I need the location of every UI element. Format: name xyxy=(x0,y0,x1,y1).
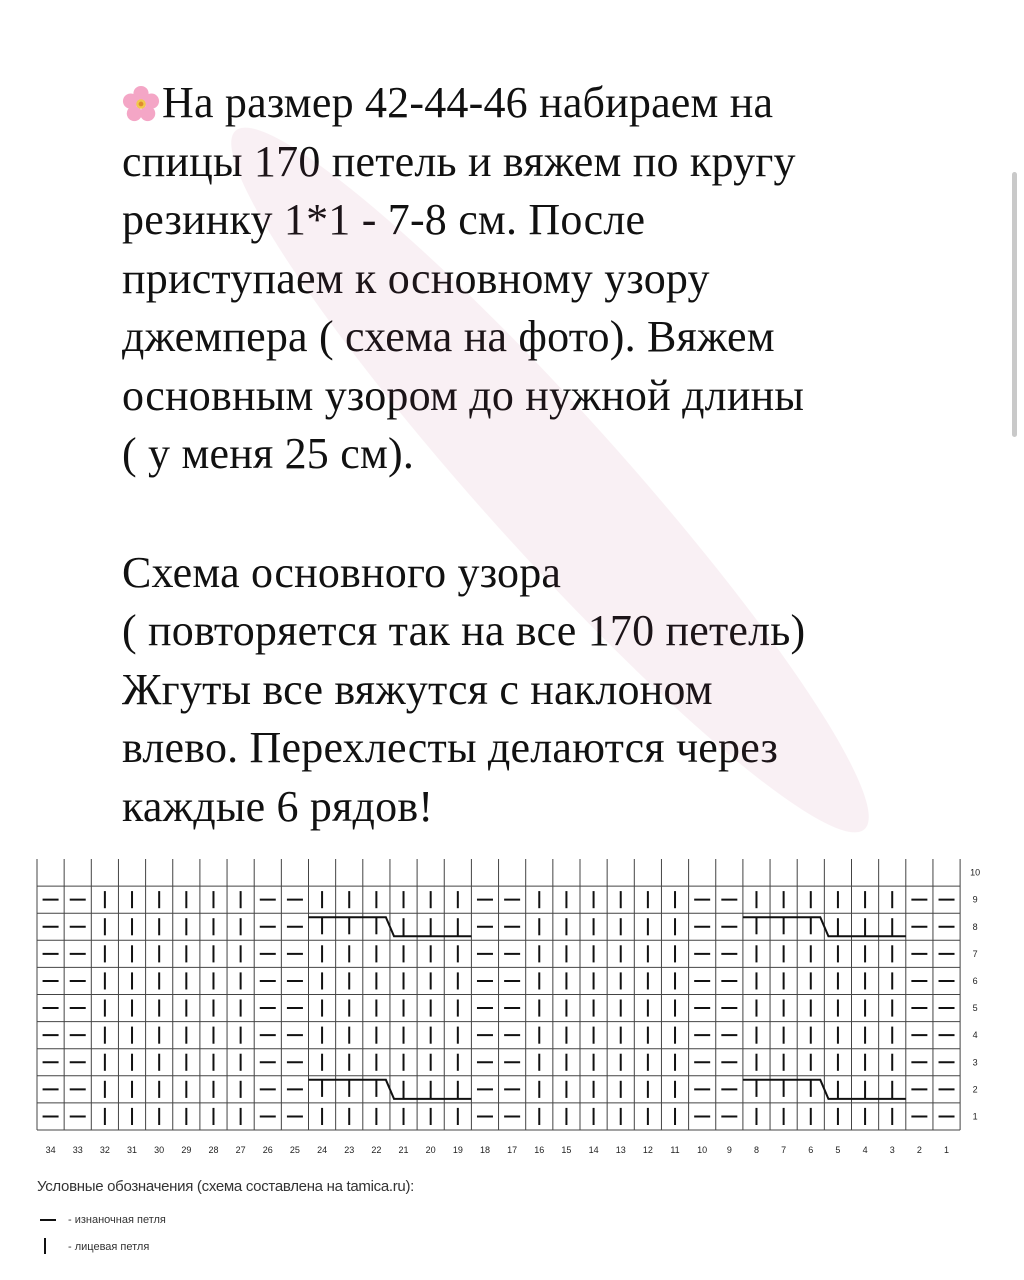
column-number: 9 xyxy=(726,1145,732,1155)
legend-purl xyxy=(40,1213,166,1227)
column-number: 29 xyxy=(181,1145,192,1155)
legend-knit-label: - лицевая петля xyxy=(68,1240,150,1253)
intro-line-2: спицы 170 петель и вяжем по кругу xyxy=(122,136,796,186)
column-number: 34 xyxy=(45,1145,56,1155)
legend-purl-label: - изнаночная петля xyxy=(68,1213,166,1226)
row-number: 9 xyxy=(972,894,978,905)
column-number: 13 xyxy=(615,1145,626,1155)
column-number: 2 xyxy=(916,1145,922,1155)
knitting-chart xyxy=(0,850,1024,1160)
scheme-line-4: влево. Перехлесты делаются через xyxy=(122,723,779,772)
column-number: 27 xyxy=(235,1145,246,1155)
column-number: 32 xyxy=(99,1145,110,1155)
column-number: 10 xyxy=(697,1145,708,1155)
column-number: 22 xyxy=(371,1145,382,1155)
row-number: 2 xyxy=(972,1084,978,1095)
row-number: 7 xyxy=(972,948,978,959)
scheme-line-2: ( повторяется так на все 170 петель) xyxy=(122,606,806,655)
column-number: 4 xyxy=(862,1145,868,1155)
row-number: 3 xyxy=(972,1057,978,1068)
legend-title: Условные обозначения (схема составлена на tamica.ru): xyxy=(37,1178,415,1195)
row-number: 4 xyxy=(972,1030,978,1041)
scheme-line-3: Жгуты все вяжутся с наклоном xyxy=(122,664,713,714)
row-number: 6 xyxy=(972,975,978,986)
column-number: 14 xyxy=(588,1145,599,1155)
column-number: 8 xyxy=(753,1145,759,1155)
column-number: 33 xyxy=(72,1145,83,1155)
column-number: 28 xyxy=(208,1145,219,1155)
column-number: 5 xyxy=(835,1145,841,1155)
column-number: 23 xyxy=(344,1145,355,1155)
column-number: 21 xyxy=(398,1145,409,1155)
column-number: 3 xyxy=(889,1145,895,1155)
column-number: 19 xyxy=(452,1145,463,1155)
column-number: 16 xyxy=(534,1145,545,1155)
intro-line-7: ( у меня 25 см). xyxy=(122,429,415,478)
intro-line-3: резинку 1*1 - 7-8 см. После xyxy=(122,195,646,244)
column-number: 24 xyxy=(317,1145,328,1155)
instructions-text xyxy=(122,74,902,836)
intro-line-4: приступаем к основному узору xyxy=(122,253,710,303)
column-number: 7 xyxy=(781,1145,787,1155)
column-number: 25 xyxy=(289,1145,300,1155)
intro-line-5: джемпера ( схема на фото). Вяжем xyxy=(122,312,775,361)
scheme-line-5: каждые 6 рядов! xyxy=(122,781,434,831)
flower-emoji-icon xyxy=(122,85,160,123)
intro-line-6: основным узором до нужной длины xyxy=(122,370,805,420)
column-number: 18 xyxy=(479,1145,490,1155)
column-number: 26 xyxy=(262,1145,273,1155)
column-number: 12 xyxy=(642,1145,653,1155)
column-number: 11 xyxy=(670,1145,680,1155)
purl-symbol-icon xyxy=(40,1213,62,1227)
column-number: 30 xyxy=(154,1145,165,1155)
knit-symbol-icon xyxy=(40,1240,62,1254)
column-number: 17 xyxy=(507,1145,518,1155)
column-number: 20 xyxy=(425,1145,436,1155)
row-number: 8 xyxy=(972,921,978,932)
column-number: 1 xyxy=(944,1145,950,1155)
column-number: 15 xyxy=(561,1145,572,1155)
row-number: 1 xyxy=(972,1111,978,1122)
intro-line-1: На размер 42-44-46 набираем на xyxy=(122,74,902,133)
scheme-line-1: Схема основного узора xyxy=(122,547,562,597)
scrollbar[interactable] xyxy=(1012,172,1017,437)
column-number: 6 xyxy=(808,1145,814,1155)
row-number: 5 xyxy=(972,1003,978,1014)
column-number: 31 xyxy=(127,1145,138,1155)
legend-knit xyxy=(40,1240,149,1254)
row-number: 10 xyxy=(970,867,981,878)
paragraph-gap xyxy=(122,484,902,544)
